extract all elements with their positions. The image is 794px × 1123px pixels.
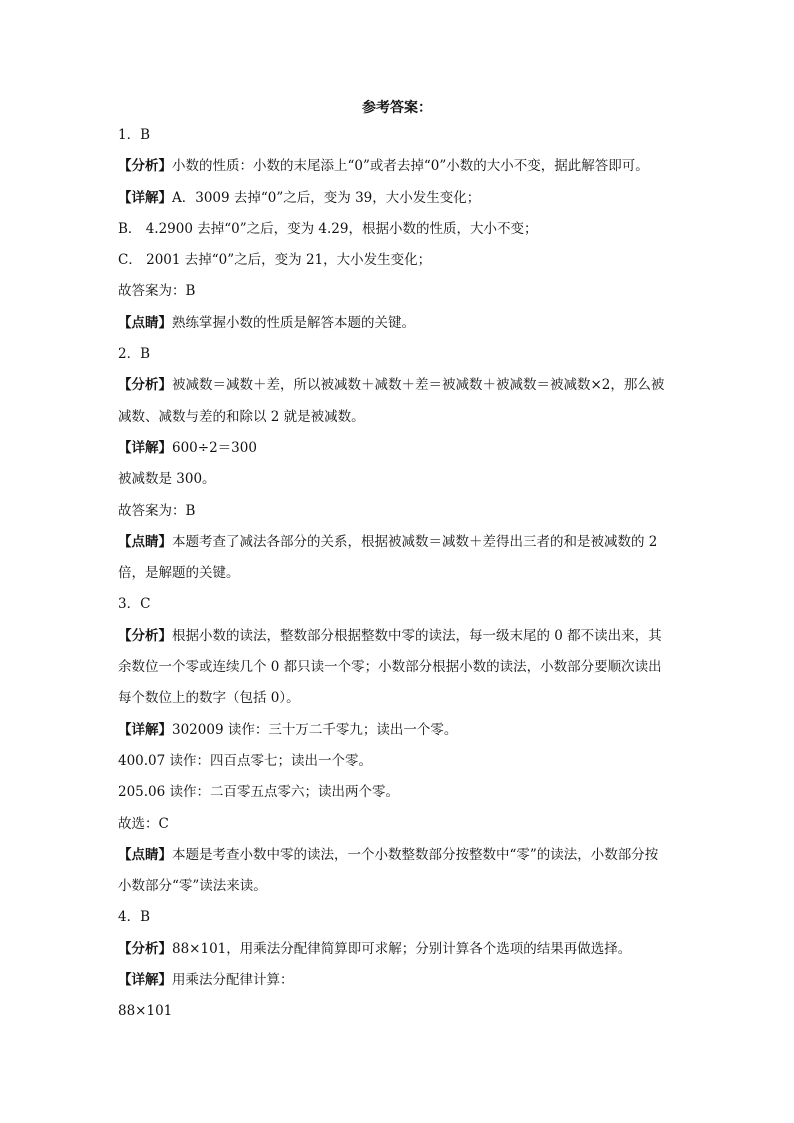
text-line bbox=[118, 527, 678, 558]
text-line bbox=[118, 777, 678, 808]
line-text: 3．C bbox=[118, 596, 151, 613]
line-text: 88×101 bbox=[118, 1003, 173, 1020]
line-text: 根据小数的读法，整数部分根据整数中零的读法，每一级末尾的 0 都不读出来，其 bbox=[172, 627, 662, 644]
section-tag: 【分析】 bbox=[118, 940, 172, 957]
text-line bbox=[118, 746, 678, 777]
text-line bbox=[118, 214, 678, 245]
text-line bbox=[118, 402, 678, 433]
line-text: 故答案为：B bbox=[118, 283, 196, 300]
line-text: 本题考查了减法各部分的关系，根据被减数＝减数＋差得出三者的和是被减数的 2 bbox=[172, 533, 658, 550]
section-tag: 【分析】 bbox=[118, 627, 172, 644]
text-line bbox=[118, 464, 678, 495]
line-text: 205.06 读作：二百零五点零六；读出两个零。 bbox=[118, 784, 400, 801]
text-line bbox=[118, 840, 678, 871]
text-line bbox=[118, 996, 678, 1027]
page-title: 参考答案： bbox=[362, 100, 432, 116]
text-line bbox=[118, 621, 678, 652]
text-line bbox=[118, 433, 678, 464]
line-text: 400.07 读作：四百点零七；读出一个零。 bbox=[118, 752, 373, 769]
section-tag: 【分析】 bbox=[118, 158, 172, 175]
text-line bbox=[118, 245, 678, 276]
text-line bbox=[118, 902, 678, 933]
section-tag: 【详解】 bbox=[118, 189, 172, 206]
text-line bbox=[118, 871, 678, 902]
text-line bbox=[118, 370, 678, 401]
text-line bbox=[118, 308, 678, 339]
section-tag: 【分析】 bbox=[118, 377, 172, 394]
line-text: 1．B bbox=[118, 127, 151, 143]
text-line bbox=[118, 120, 678, 151]
section-tag: 【详解】 bbox=[118, 721, 172, 738]
line-text: 倍，是解题的关键。 bbox=[118, 565, 240, 582]
section-tag: 【点睛】 bbox=[118, 533, 172, 550]
text-line bbox=[118, 496, 678, 527]
line-text: 2．B bbox=[118, 346, 151, 363]
section-tag: 【详解】 bbox=[118, 439, 172, 456]
section-tag: 【详解】 bbox=[118, 972, 172, 989]
line-text: 故答案为：B bbox=[118, 502, 196, 519]
text-line bbox=[118, 151, 678, 182]
text-line bbox=[118, 183, 678, 214]
text-line bbox=[118, 339, 678, 370]
text-line bbox=[118, 683, 678, 714]
text-line bbox=[118, 965, 678, 996]
text-line bbox=[118, 276, 678, 307]
line-text: 4．B bbox=[118, 909, 151, 926]
line-text: C． 2001 去掉“0”之后，变为 21，大小发生变化； bbox=[118, 252, 432, 269]
line-text: 熟练掌握小数的性质是解答本题的关键。 bbox=[172, 314, 415, 331]
line-text: 被减数＝减数＋差，所以被减数＋减数＋差＝被减数＋被减数＝被减数×2，那么被 bbox=[172, 377, 665, 394]
line-text: 小数部分“零”读法来读。 bbox=[118, 878, 267, 895]
line-text: B． 4.2900 去掉“0”之后，变为 4.29，根据小数的性质，大小不变； bbox=[118, 220, 538, 237]
text-line bbox=[118, 934, 678, 965]
line-text: 小数的性质：小数的末尾添上“0”或者去掉“0”小数的大小不变，据此解答即可。 bbox=[172, 158, 649, 175]
line-text: 被减数是 300。 bbox=[118, 471, 216, 488]
line-text: 302009 读作：三十万二千零九；读出一个零。 bbox=[172, 721, 458, 738]
text-line bbox=[118, 809, 678, 840]
text-line bbox=[118, 558, 678, 589]
line-text: 600÷2＝300 bbox=[172, 439, 257, 456]
line-text: 每个数位上的数字（包括 0）。 bbox=[118, 690, 300, 707]
text-line bbox=[118, 652, 678, 683]
text-line bbox=[118, 715, 678, 746]
line-text: 88×101，用乘法分配律简算即可求解；分别计算各个选项的结果再做选择。 bbox=[172, 940, 632, 957]
line-text: 故选：C bbox=[118, 815, 169, 832]
answer-content bbox=[118, 120, 678, 1028]
line-text: 用乘法分配律计算： bbox=[172, 972, 294, 989]
section-tag: 【点睛】 bbox=[118, 846, 172, 863]
section-tag: 【点睛】 bbox=[118, 314, 172, 331]
text-line bbox=[118, 589, 678, 620]
line-text: A．3009 去掉“0”之后，变为 39，大小发生变化； bbox=[172, 189, 481, 206]
line-text: 余数位一个零或连续几个 0 都只读一个零；小数部分根据小数的读法，小数部分要顺次读出 bbox=[118, 659, 662, 676]
line-text: 减数、减数与差的和除以 2 就是被减数。 bbox=[118, 408, 365, 425]
line-text: 本题是考查小数中零的读法，一个小数整数部分按整数中“零”的读法，小数部分按 bbox=[172, 846, 659, 863]
